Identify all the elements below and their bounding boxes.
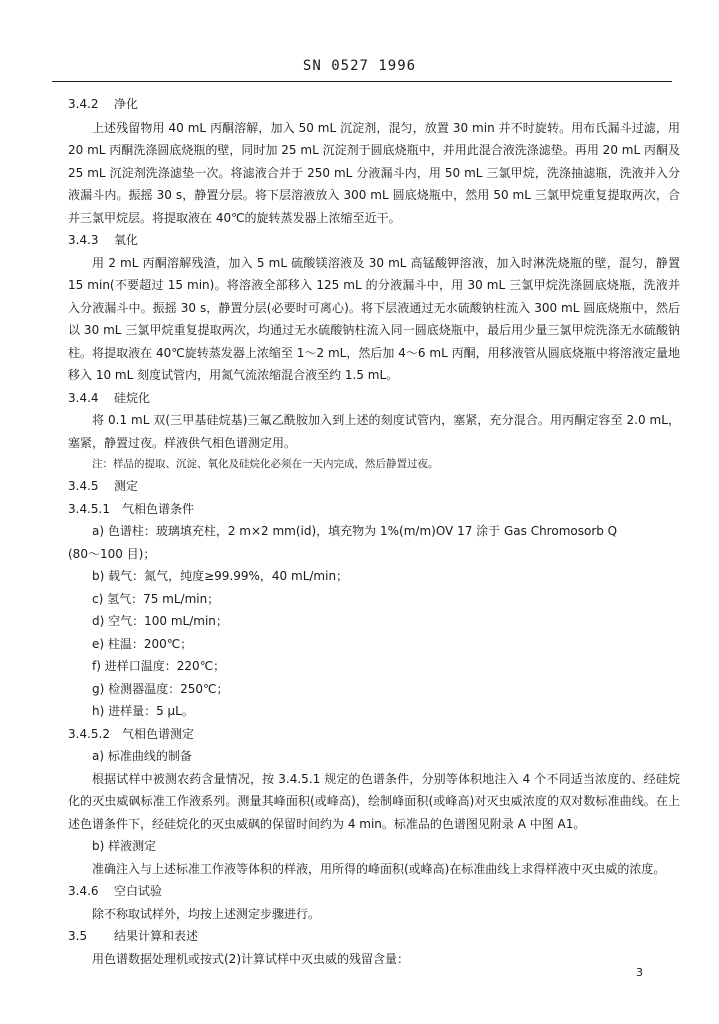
section-heading <box>68 723 680 746</box>
section-heading <box>68 925 680 948</box>
paragraph: 根据试样中被测农药含量情况，按 3.4.5.1 规定的色谱条件，分别等体积地注入 4 个不同适当浓度的、经硅烷化的灭虫威砜标准工作液系列。测量其峰面积(或峰高)，绘制峰面积(或峰高)对灭虫威浓度的双对数标准曲线。在上述色谱条件下，经硅烷化的灭虫威砜的保留时间约为 4 min。标准品的色谱图见附录 A 中图 A1。 <box>68 771 680 831</box>
section-title: 气相色谱测定 <box>122 726 195 741</box>
paragraph: 上述残留物用 40 mL 丙酮溶解，加入 50 mL 沉淀剂，混匀，放置 30 min 并不时旋转。用布氏漏斗过滤，用 20 mL 丙酮洗涤圆底烧瓶的壁，同时加 25 mL 沉淀剂于圆底烧瓶中，并用此混合液洗涤滤垫。再用 20 mL 丙酮及 25 mL 沉淀剂洗涤滤垫一次。将滤液合并于 250 mL 分液漏斗内，用 50 mL 三氯甲烷，洗涤抽滤瓶，洗液并入分液漏斗内。振摇 30 s，静置分层。将下层溶液放入 300 mL 圆底烧瓶中，然用 50 mL 三氯甲烷重复提取两次，合并三氯甲烷层。将提取液在 40℃的旋转蒸发器上浓缩至近干。 <box>68 120 680 225</box>
section-title: 测定 <box>114 479 139 493</box>
list-item: (80～100 目)； <box>68 546 156 561</box>
section-number: 3.5 <box>68 929 88 943</box>
list-item: g) 检测器温度：250℃； <box>92 681 229 696</box>
section-number: 3.4.6 <box>68 884 99 898</box>
paragraph: 准确注入与上述标准工作液等体积的样液，用所得的峰面积(或峰高)在标准曲线上求得样液中灭虫威的浓度。 <box>92 861 666 876</box>
paragraph: 将 0.1 mL 双(三甲基硅烷基)三氟乙酰胺加入到上述的刻度试管内，塞紧，充分混合。用丙酮定容至 2.0 mL，塞紧，静置过夜。样液供气相色谱测定用。 <box>68 413 680 450</box>
section-title: 净化 <box>114 97 139 111</box>
paragraph: 用色谱数据处理机或按式(2)计算试样中灭虫威的残留含量： <box>92 951 410 966</box>
list-item: d) 空气：100 mL/min； <box>92 614 228 628</box>
list-item: b) 载气：氮气，纯度≥99.99%，40 mL/min； <box>92 569 349 583</box>
list-item: f) 进样口温度：220℃； <box>92 659 226 673</box>
section-number: 3.4.3 <box>68 233 99 247</box>
paragraph: 用 2 mL 丙酮溶解残渣，加入 5 mL 硫酸镁溶液及 30 mL 高锰酸钾溶液，加入时淋洗烧瓶的壁，混匀，静置 15 min(不要超过 15 min)。将溶液全部移入 125 mL 的分液漏斗中，用 30 mL 三氯甲烷洗涤圆底烧瓶，洗液并入分液漏斗中。振摇 30 s，静置分层(必要时可离心)。将下层液通过无水硫酸钠柱流入 300 mL 圆底烧瓶中，然后以 30 mL 三氯甲烷重复提取两次，均通过无水硫酸钠柱流入同一圆底烧瓶中，最后用少量三氯甲烷洗涤无水硫酸钠柱。将提取液在 40℃旋转蒸发器上浓缩至 1～2 mL，然后加 4～6 mL 丙酮，用移液管从圆底烧瓶中将溶液定量地移入 10 mL 刻度试管内，用氮气流浓缩混合液至约 1.5 mL。 <box>68 255 680 382</box>
section-heading <box>68 387 680 410</box>
list-item: e) 柱温：200℃； <box>92 636 193 651</box>
section-title: 氧化 <box>114 233 139 247</box>
list-item: c) 氢气：75 mL/min； <box>92 591 220 606</box>
document-body <box>68 93 680 970</box>
section-title: 结果计算和表述 <box>114 929 199 943</box>
section-number: 3.4.5.1 <box>68 501 110 516</box>
page-number: 3 <box>636 966 643 979</box>
section-heading <box>68 93 680 116</box>
section-number: 3.4.5.2 <box>68 726 110 741</box>
section-heading <box>68 229 680 252</box>
subsection-label: a) 标准曲线的制备 <box>92 749 192 763</box>
section-title: 空白试验 <box>114 884 163 898</box>
subsection-label: b) 样液测定 <box>92 839 157 853</box>
section-heading <box>68 475 680 498</box>
section-number: 3.4.2 <box>68 97 99 111</box>
document-header: SN 0527 1996 <box>302 58 417 74</box>
section-title: 硅烷化 <box>114 390 151 405</box>
header-rule <box>52 81 672 82</box>
section-heading <box>68 498 680 521</box>
note: 注：样品的提取、沉淀、氧化及硅烷化必须在一天内完成，然后静置过夜。 <box>92 458 439 470</box>
list-item: a) 色谱柱：玻璃填充柱，2 m×2 mm(id)，填充物为 1%(m/m)OV 17 涂于 Gas Chromosorb Q <box>92 524 618 538</box>
paragraph: 除不称取试样外，均按上述测定步骤进行。 <box>92 906 321 921</box>
section-number: 3.4.4 <box>68 390 99 405</box>
list-item: h) 进样量：5 μL。 <box>92 704 194 718</box>
section-heading <box>68 880 680 903</box>
section-number: 3.4.5 <box>68 479 99 493</box>
section-title: 气相色谱条件 <box>122 501 195 516</box>
